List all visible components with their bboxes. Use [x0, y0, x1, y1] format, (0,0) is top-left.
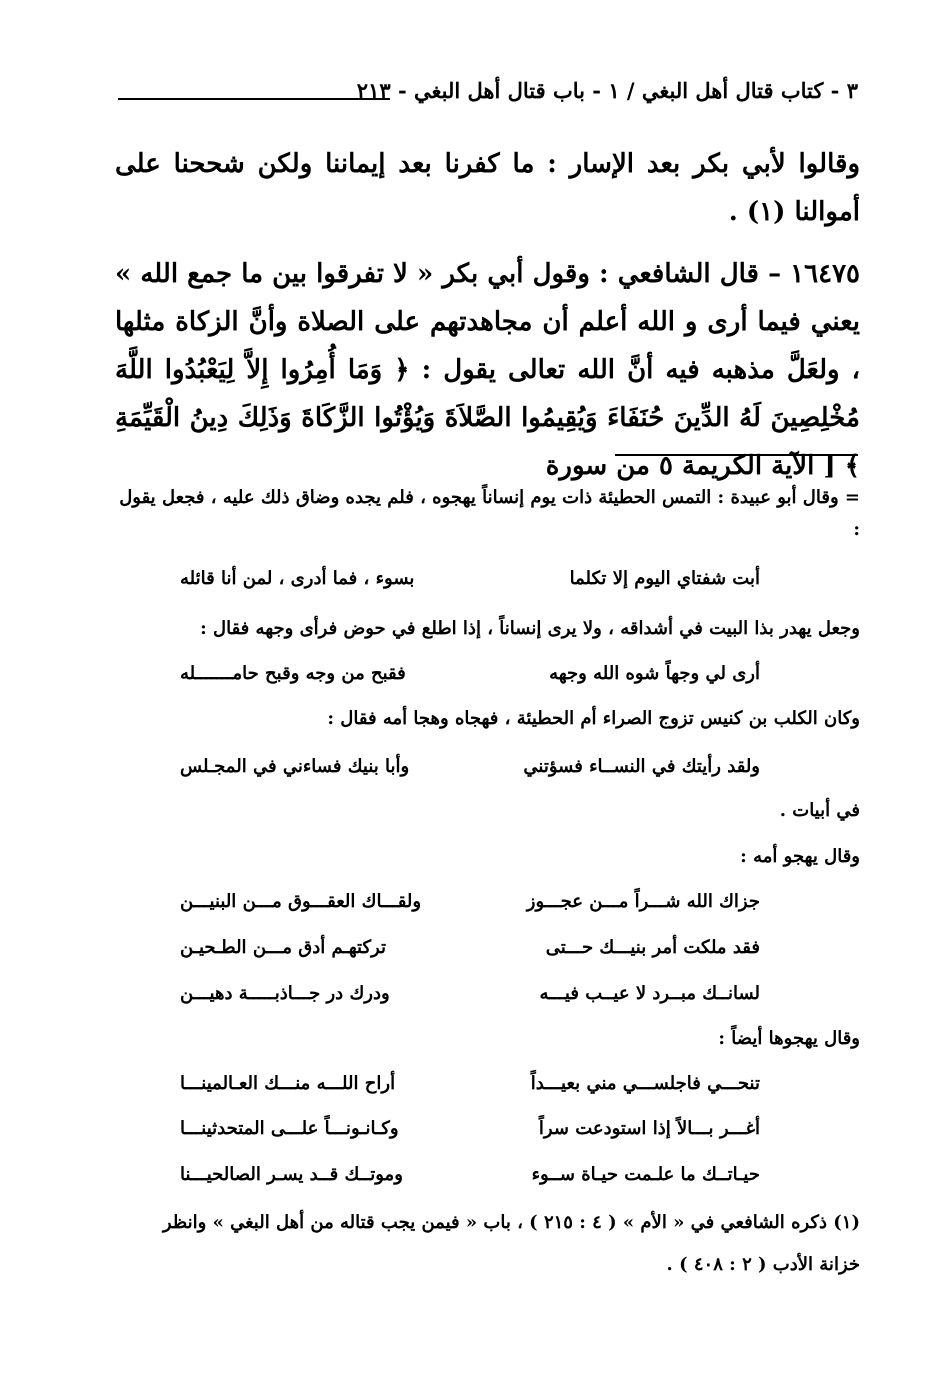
- verse-first-hemistich: لسانــك مبــرد لا عيــب فيـــه: [539, 983, 760, 1004]
- running-header: [118, 78, 858, 112]
- verse-second-hemistich: ولقـــاك العقـــوق مـــن البنيـــن: [180, 891, 422, 912]
- footnote-separator: [615, 454, 858, 456]
- verse-second-hemistich: ودرك در جـــاذبـــــة دهيـــن: [180, 983, 390, 1004]
- verse-line: [180, 983, 760, 1013]
- footnote-line: وقال يهجوها أيضاً :: [718, 1028, 860, 1049]
- verse-first-hemistich: أرى لي وجهاً شوه الله وجهه: [549, 663, 760, 684]
- verse-line: [180, 1073, 760, 1103]
- verse-line: [180, 756, 760, 786]
- verse-first-hemistich: فقد ملكت أمر بنيـــك حـــتى: [545, 937, 760, 958]
- header-title: ٣ - كتاب قتال أهل البغي / ١ - باب قتال أهل البغي - ٢١٣: [356, 78, 858, 103]
- footnote-line: وقال يهجو أمه :: [740, 846, 860, 867]
- verse-line: [180, 1118, 760, 1148]
- verse-first-hemistich: جزاك الله شـــراً مـــن عجـــوز: [526, 891, 760, 912]
- verse-first-hemistich: تنحـــي فاجلســـي مني بعيـــداً: [530, 1073, 760, 1094]
- verse-first-hemistich: ولقد رأيتك في النســاء فسؤتني: [523, 756, 760, 777]
- verse-first-hemistich: حيـاتــك ما علـمت حيـاة ســوء: [531, 1164, 760, 1185]
- verse-second-hemistich: وموتــك قــد يسـر الصالحيـــنا: [180, 1164, 403, 1185]
- footnote-intro: = وقال أبو عبيدة : التمس الحطيئة ذات يوم إنساناً يهجوه ، فلم يجده وضاق ذلك عليه ، فجعل يقول :: [119, 487, 860, 540]
- footnote-1: (١) ذكره الشافعي في « الأم » ( ٤ : ٢١٥ ) ، باب « فيمن يجب قتاله من أهل البغي » وانظر: [162, 1212, 860, 1233]
- verse-line: [180, 937, 760, 967]
- verse-second-hemistich: فقبح من وجه وقبح حامـــــــله: [180, 663, 406, 684]
- verse-second-hemistich: وأبا بنيك فساءني في المجـلس: [180, 756, 410, 777]
- footnote-line: وجعل يهدر بذا البيت في أشداقه ، ولا يرى إنساناً ، إذا اطلع في حوض فرأى وجهه فقال :: [200, 618, 860, 639]
- verse-second-hemistich: بسوء ، فما أدرى ، لمن أنا قائله: [180, 568, 415, 589]
- paragraph-1: وقالوا لأبي بكر بعد الإسار : ما كفرنا بعد إيماننا ولكن شححنا على أموالنا (١) .: [115, 149, 860, 227]
- verse-line: [180, 891, 760, 921]
- verse-line: [180, 1164, 760, 1194]
- verse-second-hemistich: وكـانـونـــاً علـــى المتحدثينـــا: [180, 1118, 399, 1139]
- verse-line: [180, 568, 760, 598]
- verse-second-hemistich: تركتهـم أدق مـــن الطـحيـن: [180, 937, 386, 958]
- header-rule: [118, 98, 390, 100]
- verse-second-hemistich: أراح اللـــه منـــك العـالمينـــا: [180, 1073, 396, 1094]
- paragraph-2: ١٦٤٧٥ – قال الشافعي : وقول أبي بكر « لا تفرقوا بين ما جمع الله » يعني فيما أرى و الله أعلم أن مجاهدتهم على الصلاة وأنَّ الزكاة مثلها ، ولعَلَّ مذهبه فيه أنَّ الله تعالى يقول : ﴿ وَمَا أُمِرُوا إِلاَّ لِيَعْبُدُوا اللَّهَ مُخْلِصِينَ لَهُ الدِّينَ حُنَفَاءَ وَيُقِيمُوا الصَّلاَةَ وَيُؤْتُوا الزَّكَاةَ وَذَلِكَ دِينُ الْقَيِّمَةِ ﴾ [ الآية الكريمة ٥ من سورة: [115, 259, 860, 481]
- footnote-line: في أبيات .: [779, 800, 860, 821]
- verse-line: [180, 663, 760, 693]
- footnote-line: وكان الكلب بن كنيس تزوج الصراء أم الحطيئة ، فهجاه وهجا أمه فقال :: [327, 708, 860, 729]
- footnote-1-continued: خزانة الأدب ( ٢ : ٤٠٨ ) .: [666, 1254, 860, 1275]
- verse-first-hemistich: أغـــر بـــالاً إذا استودعت سراً: [538, 1118, 760, 1139]
- verse-first-hemistich: أبت شفتاي اليوم إلا تكلما: [569, 568, 760, 589]
